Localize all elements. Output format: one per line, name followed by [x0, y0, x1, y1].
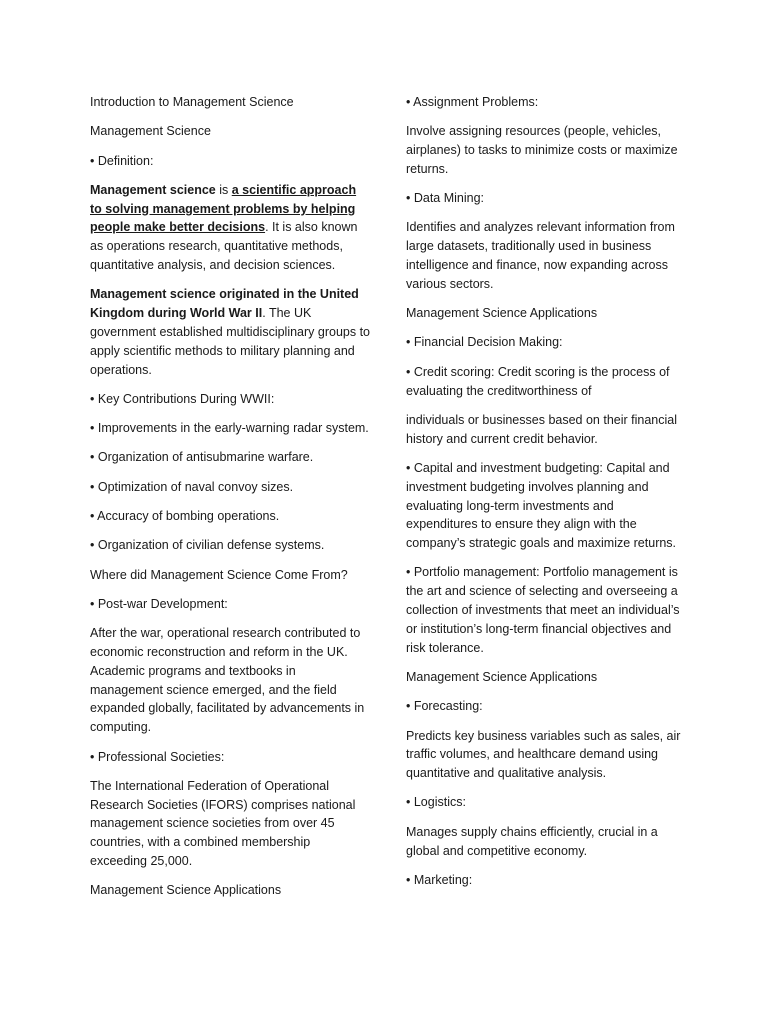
definition-term: Management science [90, 182, 216, 197]
postwar-label: • Post-war Development: [90, 596, 228, 611]
wwii-item: • Optimization of naval convoy sizes. [90, 479, 294, 494]
portfolio-paragraph: • Portfolio management: Portfolio management is the art and science of selecting and overseeing a collection of investments that meet an individual’s or institution’s long-term financial objectives and risk tolerance. [406, 565, 680, 655]
forecasting-paragraph: Predicts key business variables such as sales, air traffic volumes, and healthcare demand using quantitative and qualitative analysis. [406, 728, 681, 781]
postwar-paragraph: After the war, operational research contributed to economic reconstruction and reform in the UK. Academic programs and textbooks in management science emerged, and the field expanded globally, facilitated by advancements in computing. [90, 626, 365, 735]
applications-heading: Management Science Applications [406, 669, 598, 684]
forecasting-label: • Forecasting: [406, 699, 483, 714]
assignment-label: • Assignment Problems: [406, 95, 539, 109]
definition-paragraph [90, 181, 370, 275]
definition-is: is [215, 182, 232, 197]
credit-scoring-continued: individuals or businesses based on their financial history and current credit behavior. [406, 412, 677, 446]
assignment-paragraph: Involve assigning resources (people, vehicles, airplanes) to tasks to minimize costs or maximize returns. [406, 124, 678, 176]
section-heading: Management Science [90, 124, 211, 139]
origin-paragraph [90, 285, 370, 379]
wwii-item: • Organization of antisubmarine warfare. [90, 450, 314, 465]
definition-label: • Definition: [90, 153, 154, 168]
definition-rest: . It is also known as operations research, quantitative methods, quantitative analysis, and decision sciences. [90, 220, 358, 273]
credit-scoring-paragraph: • Credit scoring: Credit scoring is the process of evaluating the creditworthiness of [406, 364, 670, 398]
document-title: Introduction to Management Science [90, 95, 294, 109]
wwii-item: • Improvements in the early-warning radar system. [90, 421, 369, 436]
right-column [406, 93, 688, 900]
datamining-paragraph: Identifies and analyzes relevant information from large datasets, traditionally used in business intelligence and finance, now expanding across various sectors. [406, 220, 675, 291]
societies-paragraph: The International Federation of Operational Research Societies (IFORS) comprises national management science societies from over 45 countries, with a combined membership exceeding 25,000. [90, 778, 356, 868]
origin-bold: Management science originated in the United Kingdom during World War II [90, 287, 359, 321]
wwii-item: • Organization of civilian defense systems. [90, 538, 325, 553]
societies-label: • Professional Societies: [90, 749, 225, 764]
origin-question: Where did Management Science Come From? [90, 567, 348, 582]
applications-heading: Management Science Applications [406, 306, 598, 321]
logistics-paragraph: Manages supply chains efficiently, crucial in a global and competitive economy. [406, 824, 658, 858]
financial-label: • Financial Decision Making: [406, 335, 563, 350]
definition-emphasis: a scientific approach to solving management problems by helping people make better decisions [90, 182, 357, 235]
logistics-label: • Logistics: [406, 795, 466, 810]
wwii-label: • Key Contributions During WWII: [90, 391, 275, 406]
marketing-label: • Marketing: [406, 872, 473, 887]
capital-budgeting-paragraph: • Capital and investment budgeting: Capital and investment budgeting involves planning and evaluating long-term investments and expenditures to ensure they align with the company’s strategic goals and maximize returns. [406, 460, 677, 551]
datamining-label: • Data Mining: [406, 191, 485, 206]
origin-rest: . The UK government established multidisciplinary groups to apply scientific methods to military planning and operations. [90, 306, 371, 377]
wwii-item: • Accuracy of bombing operations. [90, 509, 280, 524]
left-column [90, 93, 370, 911]
applications-heading: Management Science Applications [90, 883, 282, 898]
